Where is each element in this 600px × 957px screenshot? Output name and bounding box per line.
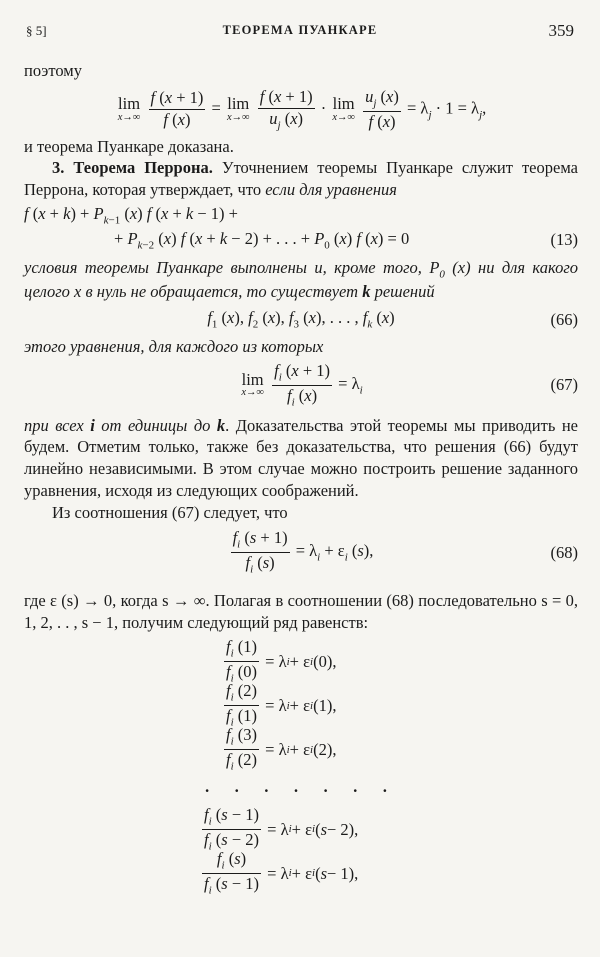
fraction: $\frac{f_i (x + 1)}{f_i (x)}$ xyxy=(274,360,331,408)
equation-number: (67) xyxy=(550,375,578,395)
equation-13-line1: f $(x + k) + P_{k-1}$ (x) f (x + k − 1) + xyxy=(24,203,238,227)
lim-operator: lim x→∞ xyxy=(117,94,141,123)
equation-limit-product: lim x→∞ $\frac{f (x + 1)}{f (x)}$ = lim x→∞ $\frac{f (x + 1)}{u_j (x)}$ · lim x→∞ $\frac{u_j (x)}{f (x)}$ = $\lambda_j \cdot 1 = \lambda_j$, xyxy=(117,86,487,132)
paragraph-conditions: условия теоремы Пуанкаре выполнены и, кроме того, $P_0$ (x) ни для какого целого x в нуль не обращается, то существует k решений xyxy=(24,257,579,302)
equation-68: $\frac{f_i (s + 1)}{f_i (s)}$ = $\lambda_i + \varepsilon_i$ (s), (68) xyxy=(232,528,578,576)
lim-operator: lim x→∞ xyxy=(332,94,355,123)
section-mark: § 5] xyxy=(26,23,47,38)
paragraph-perron: 3. Теорема Перрона. Уточнением теоремы Пуанкаре служит теорема Перрона, которая утверждает, что если для уравнения xyxy=(24,158,578,200)
equalities-series-end xyxy=(200,805,578,897)
paragraph-from-relation: Из соотношения (67) следует, что xyxy=(52,502,288,522)
series-row: $\frac{f_i (3)}{f_i (2)}$ = λ i + ε i (2), xyxy=(226,725,337,773)
page-number: 359 xyxy=(548,21,574,40)
ellipsis-dots: · · · · · · · xyxy=(204,780,398,800)
lim-operator: lim x→∞ xyxy=(226,94,250,123)
section-heading: 3. Теорема Перрона. xyxy=(52,158,213,178)
fraction: $\frac{f_i (s + 1)}{f_i (s)}$ xyxy=(232,528,288,576)
equation-67: lim x→∞ $\frac{f_i (x + 1)}{f_i (x)}$ = $\lambda_i$ (67) xyxy=(241,360,578,408)
equation-number: (68) xyxy=(550,543,578,563)
series-row: $\frac{f_i (1)}{f_i (0)}$ = λ i + ε i (0), xyxy=(226,637,337,685)
page-body xyxy=(24,60,578,896)
paragraph-therefore: поэтому xyxy=(24,61,82,80)
equation-66: $f_1$ (x), $f_2$ (x), $f_3$ (x), . . . , $f_k$ (x) (66) xyxy=(207,308,578,331)
paragraph-each-solution: этого уравнения, для каждого из которых xyxy=(24,336,324,356)
equalities-series xyxy=(222,637,578,773)
lim-operator: lim x→∞ xyxy=(241,369,264,399)
equation-number: (66) xyxy=(550,309,578,329)
fraction: $\frac{u_j (x)}{f (x)}$ xyxy=(365,86,399,131)
equation-13-line2: + $P_{k-2}$ (x) f (x + k − 2) + . . . + $P_0$ (x) f (x) = 0 (13) xyxy=(114,228,578,252)
running-title: ТЕОРЕМА ПУАНКАРЕ xyxy=(222,23,378,37)
fraction: $\frac{f (x + 1)}{u_j (x)}$ xyxy=(259,86,313,132)
running-header xyxy=(26,20,574,46)
fraction: $\frac{f (x + 1)}{f (x)}$ xyxy=(150,88,204,130)
equation-number: (13) xyxy=(550,230,578,250)
series-row: $\frac{f_i (s)}{f_i (s - 1)}$ = λ i + ε i ( s − 1), xyxy=(204,849,359,897)
series-row: $\frac{f_i (2)}{f_i (1)}$ = λ i + ε i (1), xyxy=(226,681,337,729)
paragraph-no-proof: при всех i от единицы до k. Доказательства этой теоремы мы приводить не будем. Отметим только, также без доказательства, что решения (66) будут линейно независимыми. В этом случае можно построить решение заданного уравнения, исходя из следующих соображений. xyxy=(24,415,578,500)
paragraph-series-intro: где ε (s) → 0, когда s → ∞. Полагая в соотношении (68) последовательно s = 0, 1, 2, . . , s − 1, получим следующий ряд равенств: xyxy=(24,591,578,633)
series-row: $\frac{f_i (s - 1)}{f_i (s - 2)}$ = λ i + ε i ( s − 2), xyxy=(204,805,359,853)
paragraph-proved: и теорема Пуанкаре доказана. xyxy=(24,136,234,156)
